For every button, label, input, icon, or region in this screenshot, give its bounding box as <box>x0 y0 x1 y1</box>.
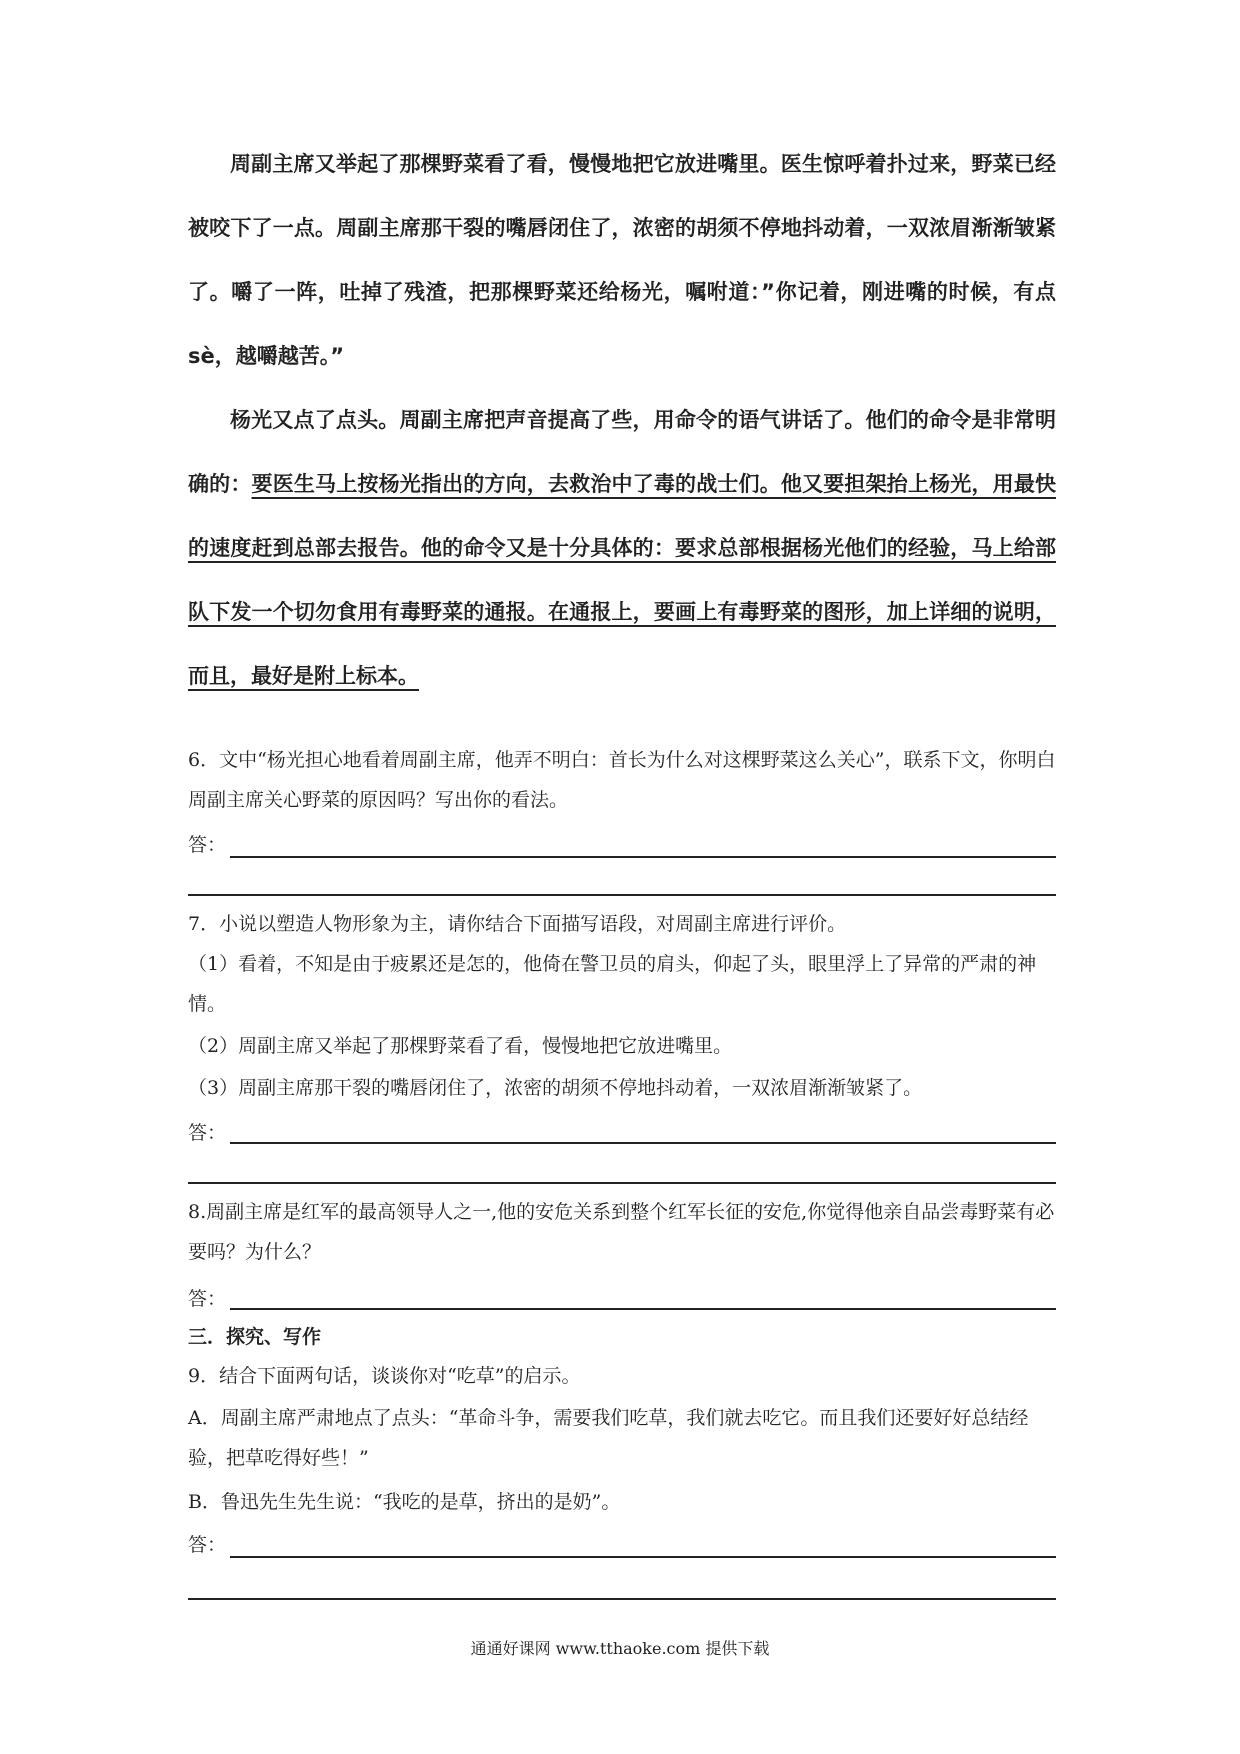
question-7-item-3: （3）周副主席那干裂的嘴唇闭住了，浓密的胡须不停地抖动着，一双浓眉渐渐皱紧了。 <box>188 1077 923 1099</box>
answer-line-9b[interactable] <box>188 1598 1056 1600</box>
answer-line-7b[interactable] <box>188 1182 1056 1184</box>
question-7-item-2: （2）周副主席又举起了那棵野菜看了看，慢慢地把它放进嘴里。 <box>188 1035 733 1057</box>
question-8: 8.周副主席是红军的最高领导人之一,他的安危关系到整个红军长征的安危,你觉得他亲自品尝毒野菜有必要吗？为什么？ <box>188 1201 1055 1263</box>
answer-line-7a[interactable] <box>230 1142 1056 1144</box>
underlined-passage: 要医生马上按杨光指出的方向，去救治中了毒的战士们。他又要担架抬上杨光，用最快的速度赶到总部去报告。他的命令又是十分具体的：要求总部根据杨光他们的经验，马上给部队下发一个切勿食用有毒野菜的通报。在通报上，要画上有毒野菜的图形，加上详细的说明，而且，最好是附上标本。 <box>188 472 1057 688</box>
answer-label-8: 答： <box>188 1288 227 1310</box>
answer-label-7: 答： <box>188 1122 227 1144</box>
answer-line-6b[interactable] <box>188 894 1056 896</box>
passage-paragraph-1: 周副主席又举起了那棵野菜看了看，慢慢地把它放进嘴里。医生惊呼着扑过来，野菜已经被咬下了一点。周副主席那干裂的嘴唇闭住了，浓密的胡须不停地抖动着，一双浓眉渐渐皱紧了。嚼了一阵，吐掉了残渣，把那棵野菜还给杨光，嘱咐道：”你记着，刚进嘴的时候，有点 sè，越嚼越苦。” <box>188 152 1056 368</box>
answer-label-9: 答： <box>188 1534 227 1556</box>
question-6: 6．文中“杨光担心地看着周副主席，他弄不明白：首长为什么对这棵野菜这么关心”，联系下文，你明白周副主席关心野菜的原因吗？写出你的看法。 <box>188 749 1056 811</box>
answer-label-6: 答： <box>188 834 227 856</box>
passage-paragraph-2-text: 杨光又点了点头。周副主席把声音提高了些，用命令的语气讲话了。他们的命令是非常明确的： <box>188 408 1056 496</box>
question-9: 9．结合下面两句话，谈谈你对“吃草”的启示。 <box>188 1365 581 1387</box>
answer-line-8[interactable] <box>230 1308 1056 1310</box>
section-heading-3: 三．探究、写作 <box>188 1326 322 1348</box>
question-7: 7．小说以塑造人物形象为主，请你结合下面描写语段，对周副主席进行评价。 <box>188 913 847 935</box>
answer-line-6a[interactable] <box>230 856 1056 858</box>
page-footer: 通通好课网 www.tthaoke.com 提供下载 <box>470 1639 770 1658</box>
question-9-item-b: B．鲁迅先生先生说：“我吃的是草，挤出的是奶”。 <box>188 1491 621 1513</box>
passage-paragraph-2 <box>188 388 1056 708</box>
question-9-item-a: A．周副主席严肃地点了点头：“革命斗争，需要我们吃草，我们就去吃它。而且我们还要好好总结经验，把草吃得好些！” <box>188 1407 1029 1469</box>
question-7-item-1: （1）看着，不知是由于疲累还是怎的，他倚在警卫员的肩头，仰起了头，眼里浮上了异常的严肃的神情。 <box>188 953 1037 1015</box>
answer-line-9a[interactable] <box>230 1556 1056 1558</box>
